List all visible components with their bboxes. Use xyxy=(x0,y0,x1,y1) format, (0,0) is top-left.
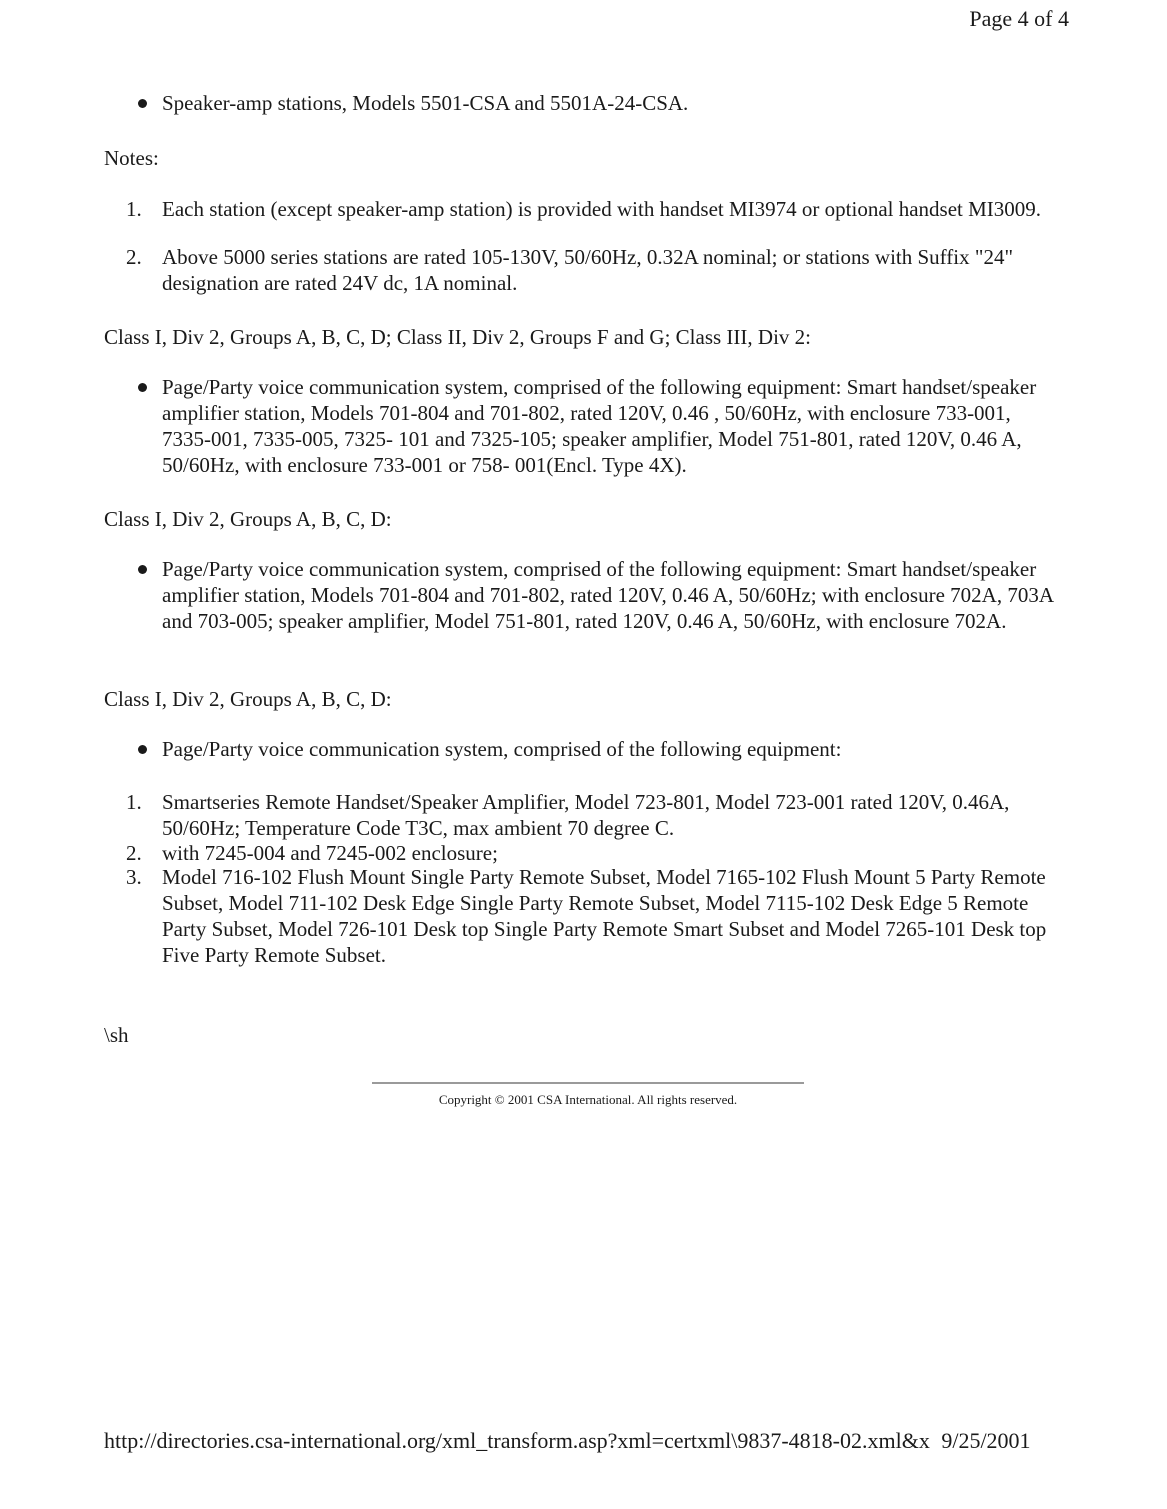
signoff: \sh xyxy=(104,1023,129,1047)
bullet-item-system-2 xyxy=(138,556,1068,660)
equipment-item xyxy=(126,789,1066,841)
equipment-number: 3. xyxy=(126,865,142,889)
equipment-number: 1. xyxy=(126,790,142,814)
class-heading-3: Class I, Div 2, Groups A, B, C, D: xyxy=(104,687,392,711)
print-footer xyxy=(104,1428,1031,1454)
copyright-notice: Copyright © 2001 CSA International. All rights reserved. xyxy=(438,1092,738,1107)
equipment-text: with 7245-004 and 7245-002 enclosure; xyxy=(162,841,498,865)
equipment-text: Model 716-102 Flush Mount Single Party Remote Subset, Model 7165-102 Flush Mount 5 Party Remote Subset, Model 711-102 Desk Edge Single Party Remote Subset, Model 7115-102 Desk Edge 5 Remote Party Subset, Model 726-101 Desk top Single Party Remote Smart Subset and Model 7265-101 Desk top Five Party Remote Subset. xyxy=(162,865,1047,967)
note-number: 1. xyxy=(126,197,142,221)
bullet-item-system-1 xyxy=(138,374,1068,478)
note-text: Each station (except speaker-amp station) is provided with handset MI3974 or optional handset MI3009. xyxy=(162,197,1042,221)
equipment-text: Smartseries Remote Handset/Speaker Amplifier, Model 723-801, Model 723-001 rated 120V, 0.46A, 50/60Hz; Temperature Code T3C, max ambient 70 degree C. xyxy=(162,790,1010,840)
note-text: Above 5000 series stations are rated 105-130V, 50/60Hz, 0.32A nominal; or stations with Suffix "24" designation are rated 24V dc, 1A nominal. xyxy=(162,245,1014,295)
bullet-text: Page/Party voice communication system, comprised of the following equipment: Smart handset/speaker amplifier station, Models 701-804 and 701-802, rated 120V, 0.46 , 50/60Hz, with enclosure 733-001, 7335-001, 7335-005, 7325- 101 and 7325-105; speaker amplifier, Model 751-801, rated 120V, 0.46 A, 50/60Hz, with enclosure 733-001 or 758- 001(Encl. Type 4X). xyxy=(162,375,1037,477)
class-heading-1: Class I, Div 2, Groups A, B, C, D; Class II, Div 2, Groups F and G; Class III, Div 2: xyxy=(104,325,811,349)
notes-heading: Notes: xyxy=(104,146,159,170)
bullet-text: Page/Party voice communication system, comprised of the following equipment: Smart handset/speaker amplifier station, Models 701-804 and 701-802, rated 120V, 0.46 A, 50/60Hz; with enclosure 702A, 703A and 703-005; speaker amplifier, Model 751-801, rated 120V, 0.46 A, 50/60Hz, with enclosure 702A. xyxy=(162,557,1053,633)
equipment-item xyxy=(126,840,1066,866)
bullet-icon xyxy=(138,383,147,392)
equipment-number: 2. xyxy=(126,841,142,865)
source-url: http://directories.csa-international.org/xml_transform.asp?xml=certxml\9837-4818-02.xml&x xyxy=(104,1428,930,1453)
bullet-item-speaker-amp xyxy=(138,90,1068,116)
note-item xyxy=(126,244,1066,296)
footer-divider xyxy=(372,1082,804,1084)
equipment-item xyxy=(126,864,1066,968)
note-number: 2. xyxy=(126,245,142,269)
bullet-icon xyxy=(138,745,147,754)
bullet-text: Speaker-amp stations, Models 5501-CSA and 5501A-24-CSA. xyxy=(162,91,689,115)
bullet-icon xyxy=(138,565,147,574)
bullet-item-system-3 xyxy=(138,736,1068,762)
note-item xyxy=(126,196,1066,248)
page-number: Page 4 of 4 xyxy=(969,6,1069,31)
class-heading-2: Class I, Div 2, Groups A, B, C, D: xyxy=(104,507,392,531)
bullet-icon xyxy=(138,99,147,108)
print-date: 9/25/2001 xyxy=(941,1428,1031,1453)
bullet-text: Page/Party voice communication system, comprised of the following equipment: xyxy=(162,737,842,761)
